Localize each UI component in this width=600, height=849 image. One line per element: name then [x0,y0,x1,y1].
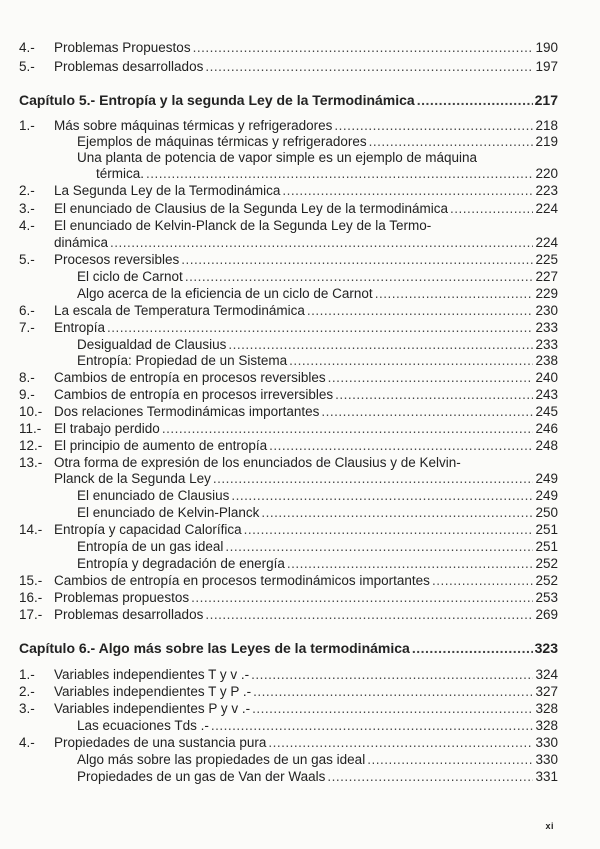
toc-page-number: 218 [535,118,558,133]
toc-page-number: 245 [535,404,558,419]
toc-page-number: 238 [535,353,558,368]
toc-entry [0,607,600,623]
dot-leader [191,590,533,606]
toc-entry-title: Algo acerca de la eficiencia de un ciclo de Carnot [77,286,373,301]
dot-leader [327,769,533,785]
toc-entry-title: Propiedades de una sustancia pura [54,735,267,750]
toc-entry [0,252,600,268]
dot-leader [334,118,533,134]
toc-entry-number: 8.- [19,370,35,385]
toc-entry [0,718,600,734]
dot-leader [261,505,533,521]
dot-leader [450,201,533,217]
toc-entry [0,701,600,717]
dot-leader [211,718,534,734]
dot-leader [282,183,533,199]
dot-leader [369,134,534,150]
dot-leader [185,269,534,285]
toc-page-number: 252 [535,556,558,571]
toc-page-number: 252 [535,573,558,588]
toc-page-number: 225 [535,252,558,267]
toc-entry [0,269,600,285]
toc-entry [0,735,600,751]
toc-entry [0,218,600,234]
toc-entry-title: Cambios de entropía en procesos termodinámicos importantes [54,573,430,588]
toc-page-number: 223 [535,183,558,198]
toc-page-number: 251 [535,539,558,554]
toc-entry-number: 2.- [19,183,35,198]
dot-leader [375,286,534,302]
dot-leader [417,92,533,108]
toc-page-number: 323 [534,640,558,656]
toc-page-number: 246 [535,421,558,436]
toc-entry-title: Entropía: Propiedad de un Sistema [77,353,288,368]
dot-leader [193,40,534,56]
toc-entry [0,590,600,606]
dot-leader [213,471,534,487]
toc-page-number: 249 [535,488,558,503]
toc-entry-title: Entropía y capacidad Calorífica [54,522,242,537]
dot-leader [335,387,533,403]
toc-entry [0,235,600,251]
toc-entry-title: El ciclo de Carnot [77,269,183,284]
toc-entry-number: 7.- [19,320,35,335]
toc-entry-number: 1.- [19,667,35,682]
toc-entry [0,404,600,420]
toc-entry-number: 11.- [19,421,42,436]
toc-entry-title: Una planta de potencia de vapor simple es un ejemplo de máquina [77,150,478,165]
toc-entry-title: Variables independientes T y P .- [54,684,252,699]
toc-page-number: 251 [535,522,558,537]
toc-entry-title: Procesos reversibles [54,252,180,267]
dot-leader [307,303,534,319]
toc-entry-number: 12.- [19,438,43,453]
toc-page-number: 230 [535,303,558,318]
dot-leader [252,701,533,717]
toc-entry [0,286,600,302]
dot-leader [321,404,533,420]
dot-leader [228,337,533,353]
toc-entry-number: 14.- [19,522,43,537]
toc-entry [0,421,600,437]
toc-entry-title: La Segunda Ley de la Termodinámica [54,183,281,198]
toc-entry-title: Algo más sobre las propiedades de un gas ideal [77,752,366,767]
dot-leader [231,488,533,504]
toc-entry-title: Capítulo 6.- Algo más sobre las Leyes de la termodinámica [19,640,410,656]
toc-entry-number: 4.- [19,735,35,750]
dot-leader [367,752,533,768]
toc-entry-number: 2.- [19,684,35,699]
toc-page-number: 224 [535,235,558,250]
toc-entry-number: 10.- [19,404,43,419]
toc-entry [0,752,600,768]
toc-page-number: 328 [535,718,558,733]
toc-entry-number: 4.- [19,40,35,55]
dot-leader [328,370,534,386]
dot-leader [181,252,533,268]
toc-page-number: 328 [535,701,558,716]
dot-leader [107,320,533,336]
toc-page-number: 249 [535,471,558,486]
toc-entry-title: Problemas desarrollados [54,607,204,622]
toc-entry [0,438,600,454]
toc-entry-title: dinámica [54,235,109,250]
toc-entry-number: 5.- [19,59,35,74]
toc-entry-title: Más sobre máquinas térmicas y refrigeradores [54,118,333,133]
toc-entry-title: Entropía [54,320,106,335]
dot-leader [205,607,533,623]
toc-entry [0,134,600,150]
toc-entry-number: 3.- [19,701,35,716]
toc-page-number: 217 [534,92,558,108]
toc-entry-title: Cambios de entropía en procesos reversibles [54,370,326,385]
toc-page-number: 248 [535,438,558,453]
toc-entry-title: Capítulo 5.- Entropía y la segunda Ley de la Termodinámica [19,92,415,108]
dot-leader [269,438,533,454]
toc-chapter-heading [0,640,600,656]
toc-entry [0,684,600,700]
toc-entry [0,303,600,319]
toc-entry-title: El enunciado de Clausius [77,488,230,503]
toc-entry-title: Otra forma de expresión de los enunciados de Clausius y de Kelvin- [54,455,461,470]
dot-leader [205,59,533,75]
toc-entry-number: 9.- [19,387,35,402]
dot-leader [253,684,533,700]
toc-entry [0,471,600,487]
toc-page-number: 240 [535,370,558,385]
page-number: xi [545,821,554,831]
toc-entry [0,556,600,572]
toc-entry-number: 13.- [19,455,43,470]
toc-entry [0,387,600,403]
toc-entry [0,320,600,336]
toc-entry-number: 3.- [19,201,35,216]
toc-entry [0,539,600,555]
toc-entry [0,118,600,134]
toc-page-number: 224 [535,201,558,216]
toc-entry [0,573,600,589]
toc-entry [0,370,600,386]
toc-entry-title: Cambios de entropía en procesos irreversibles [54,387,334,402]
toc-entry-title: Variables independientes P y v .- [54,701,251,716]
toc-page-number: 250 [535,505,558,520]
toc-entry [0,505,600,521]
toc-page-number: 324 [535,667,558,682]
dot-leader [162,421,534,437]
toc-entry-number: 6.- [19,303,35,318]
toc-page-number: 330 [535,752,558,767]
toc-entry-title: El trabajo perdido [54,421,160,436]
toc-entry [0,183,600,199]
dot-leader [146,166,533,182]
toc-entry-number: 4.- [19,218,35,233]
toc-entry [0,522,600,538]
toc-entry-title: Planck de la Segunda Ley [54,471,211,486]
toc-page-number: 197 [535,59,558,74]
toc-entry-title: La escala de Temperatura Termodinámica [54,303,305,318]
dot-leader [432,573,534,589]
toc-entry-title: Ejemplos de máquinas térmicas y refrigeradores [77,134,367,149]
toc-entry [0,769,600,785]
toc-entry [0,337,600,353]
toc-chapter-heading [0,92,600,108]
dot-leader [289,353,533,369]
toc-page-number: 233 [535,320,558,335]
toc-entry-title: Propiedades de un gas de Van der Waals [77,769,326,784]
dot-leader [110,235,533,251]
toc-entry-title: El principio de aumento de entropía [54,438,268,453]
toc-entry-title: Dos relaciones Termodinámicas importantes [54,404,320,419]
toc-entry-title: Desigualdad de Clausius [77,337,227,352]
toc-page-number: 330 [535,735,558,750]
toc-entry [0,201,600,217]
toc-entry [0,166,600,182]
toc-entry-title: Entropía y degradación de energía [77,556,285,571]
toc-page-number: 331 [535,769,558,784]
toc-entry [0,353,600,369]
toc-entry [0,150,600,166]
dot-leader [268,735,533,751]
toc-entry-number: 5.- [19,252,35,267]
dot-leader [412,640,533,656]
toc-entry-title: Problemas Propuestos [54,40,191,55]
toc-page-number: 190 [535,40,558,55]
toc-entry-number: 16.- [19,590,43,605]
toc-entry-title: Problemas propuestos [54,590,190,605]
dot-leader [244,522,534,538]
toc-entry-title: El enunciado de Kelvin-Planck [77,505,260,520]
toc-page-number: 220 [535,166,558,181]
toc-entry-title: El enunciado de Kelvin-Planck de la Segunda Ley de la Termo- [54,218,432,233]
toc-entry-title: Variables independientes T y v .- [54,667,250,682]
dot-leader [287,556,534,572]
toc-entry-number: 17.- [19,607,43,622]
toc-entry-title: Las ecuaciones Tds .- [77,718,209,733]
toc-entry [0,40,600,56]
toc-page-number: 219 [535,134,558,149]
toc-entry-title: Entropía de un gas ideal [77,539,224,554]
toc-entry-number: 15.- [19,573,43,588]
dot-leader [225,539,533,555]
toc-page-number: 327 [535,684,558,699]
toc-page-number: 229 [535,286,558,301]
toc-entry [0,667,600,683]
toc-page-number: 227 [535,269,558,284]
toc-page-number: 233 [535,337,558,352]
toc-page-number: 253 [535,590,558,605]
toc-entry-title: térmica. [96,166,145,181]
toc-entry-title: El enunciado de Clausius de la Segunda Ley de la termodinámica [54,201,449,216]
toc-entry [0,455,600,471]
toc-entry [0,488,600,504]
toc-entry-title: Problemas desarrollados [54,59,204,74]
toc-page-number: 243 [535,387,558,402]
toc-page-number: 269 [535,607,558,622]
toc-entry-number: 1.- [19,118,35,133]
dot-leader [251,667,533,683]
toc-entry [0,59,600,75]
